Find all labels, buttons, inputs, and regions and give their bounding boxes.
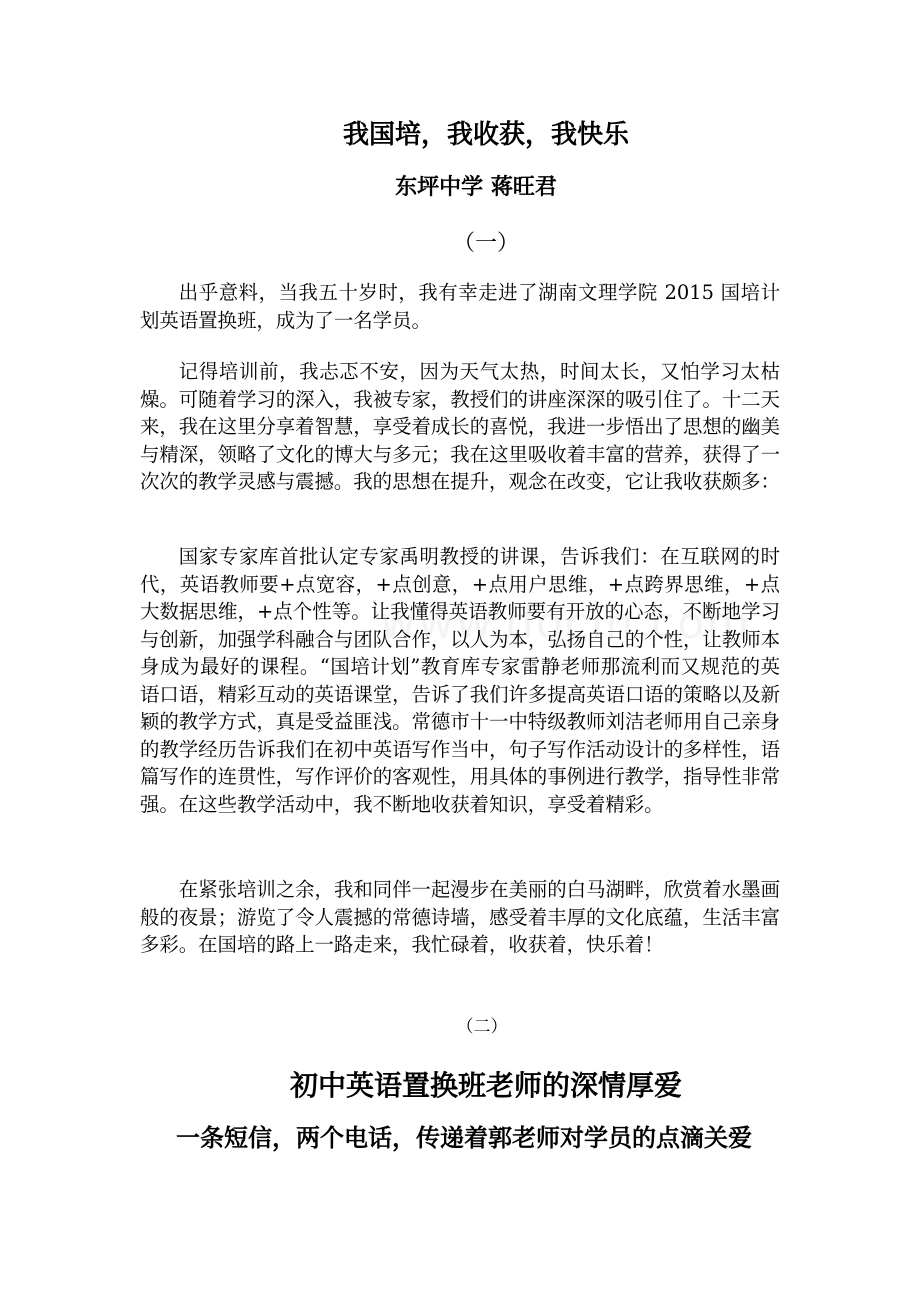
document-title: 我国培，我收获，我快乐 [342, 120, 629, 150]
author-line: 东坪中学 蒋旺君 [395, 174, 557, 200]
section-2-title: 初中英语置换班老师的深情厚爱 [289, 1069, 682, 1102]
paragraph-3: 国家专家库首批认定专家禹明教授的讲课，告诉我们：在互联网的时代，英语教师要+点宽容，+点创意，+点用户思维，+点跨界思维，+点大数据思维，+点个性等。让我懂得英语教师要有开放的心态，不断地学习与创新，加强学科融合与团队合作，以人为本，弘扬自己的个性，让教师本身成为最好的课程。“国培计划”教育库专家雷静老师那流利而又规范的英语口语，精彩互动的英语课堂，告诉了我们许多提高英语口语的策略以及新颖的教学方式，真是受益匪浅。常德市十一中特级教师刘洁老师用自己亲身的教学经历告诉我们在初中英语写作当中，句子写作活动设计的多样性，语篇写作的连贯性，写作评价的客观性，用具体的事例进行教学，指导性非常强。在这些教学活动中，我不断地收获着知识，享受着精彩。 [140, 545, 780, 816]
section-1-marker: （一） [452, 231, 519, 256]
paragraph-2: 记得培训前，我忐忑不安，因为天气太热，时间太长，又怕学习太枯燥。可随着学习的深入，我被专家，教授们的讲座深深的吸引住了。十二天来，我在这里分享着智慧，享受着成长的喜悦，我进一步悟出了思想的幽美与精深，领略了文化的博大与多元；我在这里吸收着丰富的营养，获得了一次次的教学灵感与震撼。我的思想在提升，观念在改变，它让我收获颇多： [140, 360, 780, 493]
section-2-subtitle: 一条短信，两个电话，传递着郭老师对学员的点滴关爱 [176, 1123, 752, 1152]
section-2-marker: （二） [456, 1017, 508, 1037]
paragraph-1: 出乎意料，当我五十岁时，我有幸走进了湖南文理学院 2015 国培计划英语置换班，成为了一名学员。 [140, 281, 780, 332]
paragraph-4: 在紧张培训之余，我和同伴一起漫步在美丽的白马湖畔，欣赏着水墨画般的夜景；游览了令人震撼的常德诗墙，感受着丰厚的文化底蕴，生活丰富多彩。在国培的路上一路走来，我忙碌着，收获着，快乐着！ [140, 878, 780, 956]
